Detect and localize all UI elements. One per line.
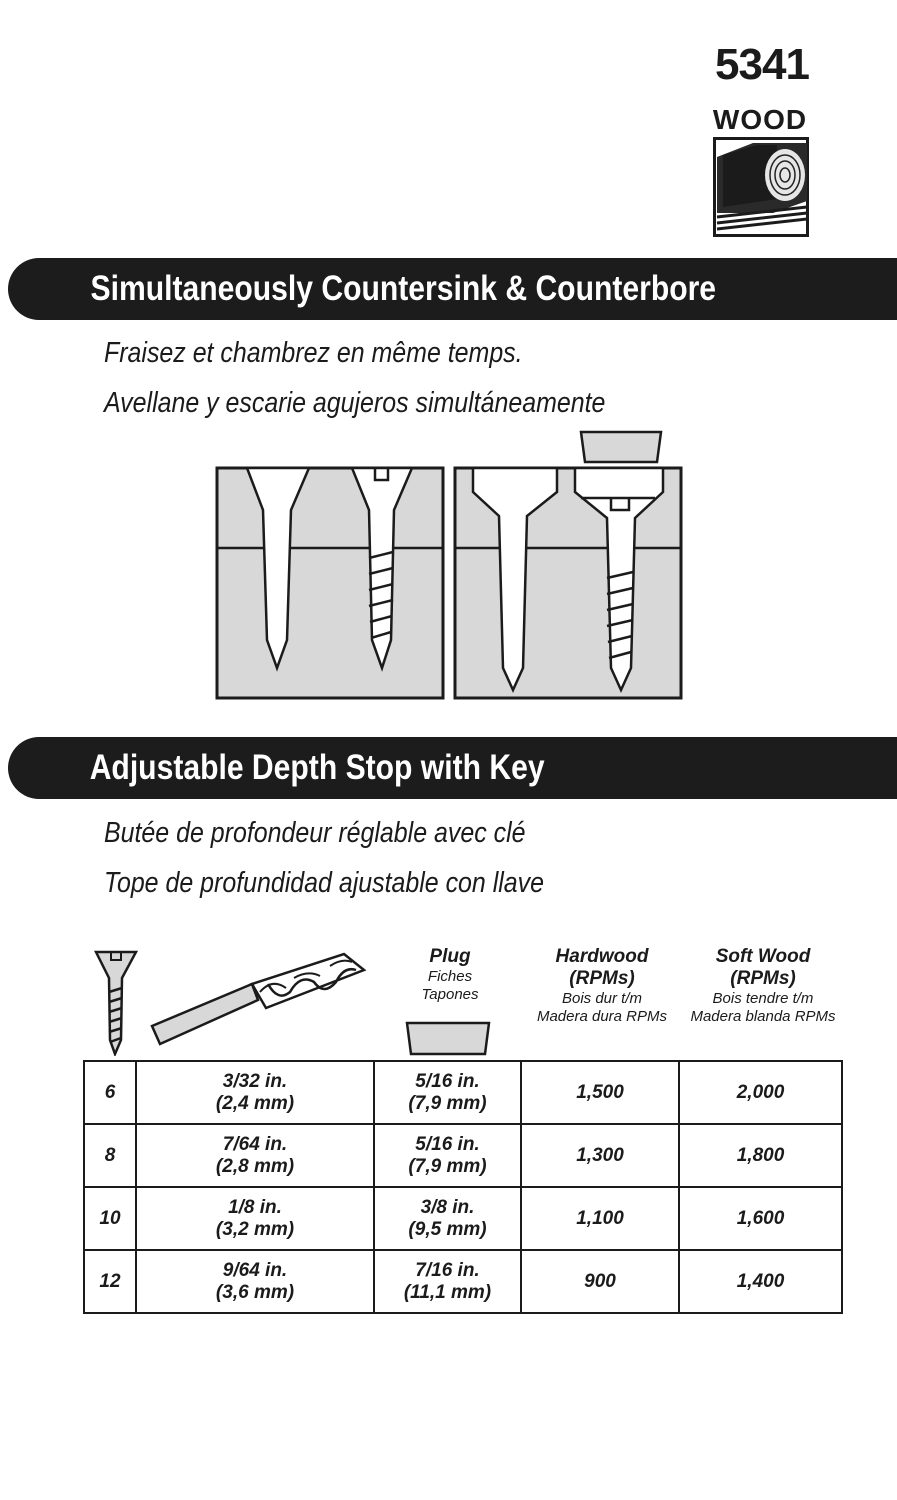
softwood-header-es: Madera blanda RPMs — [690, 1008, 836, 1025]
section-banner-countersink — [8, 258, 897, 320]
softwood-header-fr: Bois tendre t/m — [712, 990, 814, 1007]
model-number: 5341 — [715, 40, 809, 89]
plug-size: 5/16 in. (7,9 mm) — [374, 1061, 521, 1124]
drill-size: 3/32 in. (2,4 mm) — [136, 1061, 374, 1124]
section-banner-depth-stop — [8, 737, 897, 799]
screw-size: 8 — [84, 1124, 136, 1187]
screw-size: 12 — [84, 1250, 136, 1313]
section-title: Adjustable Depth Stop with Key — [89, 748, 545, 787]
hardwood-rpm: 1,100 — [521, 1187, 679, 1250]
material-label: WOOD — [712, 104, 808, 135]
subtitle-es: Avellane y escarie agujeros simultáneamente — [104, 387, 606, 419]
countersink-counterbore-diagram — [215, 428, 683, 700]
wood-grain-icon — [713, 137, 809, 237]
softwood-rpm: 2,000 — [679, 1061, 842, 1124]
subtitle-es: Tope de profundidad ajustable con llave — [104, 867, 545, 899]
drill-bit-icon — [148, 948, 370, 1048]
table-row — [84, 1250, 842, 1313]
softwood-rpm: 1,400 — [679, 1250, 842, 1313]
plug-size: 3/8 in. (9,5 mm) — [374, 1187, 521, 1250]
plug-icon — [405, 1020, 491, 1058]
table-row — [84, 1061, 842, 1124]
plug-header-title: Plug — [429, 946, 471, 967]
table-row — [84, 1124, 842, 1187]
subtitle-fr: Fraisez et chambrez en même temps. — [104, 337, 523, 369]
plug-header — [380, 946, 520, 1004]
hardwood-header-unit: (RPMs) — [569, 968, 635, 989]
softwood-rpm: 1,600 — [679, 1187, 842, 1250]
drill-size: 9/64 in. (3,6 mm) — [136, 1250, 374, 1313]
hardwood-rpm: 900 — [521, 1250, 679, 1313]
hardwood-header-title: Hardwood — [555, 946, 649, 967]
plug-size: 7/16 in. (11,1 mm) — [374, 1250, 521, 1313]
hardwood-rpm: 1,300 — [521, 1124, 679, 1187]
softwood-rpm: 1,800 — [679, 1124, 842, 1187]
screw-size: 10 — [84, 1187, 136, 1250]
plug-header-fr: Fiches — [427, 968, 473, 985]
softwood-header-title: Soft Wood — [715, 946, 811, 967]
plug-header-es: Tapones — [421, 986, 479, 1003]
drill-size: 7/64 in. (2,8 mm) — [136, 1124, 374, 1187]
hardwood-header-fr: Bois dur t/m — [561, 990, 643, 1007]
table-row — [84, 1187, 842, 1250]
softwood-header — [682, 946, 844, 1026]
hardwood-header-es: Madera dura RPMs — [536, 1008, 668, 1025]
screw-size: 6 — [84, 1061, 136, 1124]
softwood-header-unit: (RPMs) — [730, 968, 796, 989]
plug-size: 5/16 in. (7,9 mm) — [374, 1124, 521, 1187]
subtitle-fr: Butée de profondeur réglable avec clé — [104, 817, 526, 849]
drill-size: 1/8 in. (3,2 mm) — [136, 1187, 374, 1250]
speed-table — [83, 1060, 843, 1314]
hardwood-header — [522, 946, 682, 1026]
screw-icon — [94, 948, 138, 1056]
hardwood-rpm: 1,500 — [521, 1061, 679, 1124]
section-title: Simultaneously Countersink & Counterbore — [90, 269, 717, 308]
